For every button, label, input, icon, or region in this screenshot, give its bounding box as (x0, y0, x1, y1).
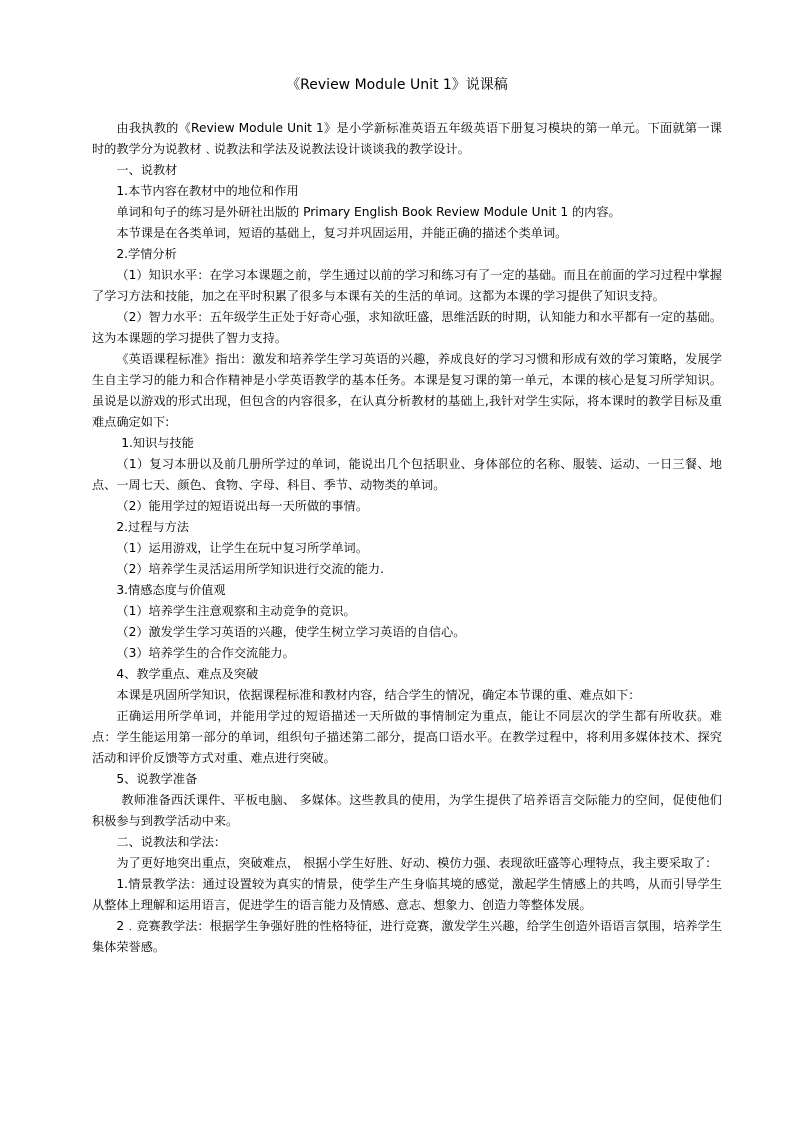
subsection-heading: 5、说教学准备 (116, 772, 198, 786)
subsection-heading: 3.情感态度与价值观 (116, 583, 226, 597)
paragraph: 教师准备西沃课件、平板电脑、 多媒体。这些教具的使用，为学生提供了培养语言交际能力的空间，促使他们积极参与到教学活动中来。 (92, 793, 722, 828)
subsection-heading: 1.知识与技能 (121, 436, 194, 450)
paragraph: （2）智力水平：五年级学生正处于好奇心强，求知欲旺盛，思维活跃的时期，认知能力和水平都有一定的基础。这为本课题的学习提供了智力支持。 (92, 310, 722, 345)
paragraph: 单词和句子的练习是外研社出版的 Primary English Book Review Module Unit 1 的内容。 (116, 205, 621, 219)
paragraph: 由我执教的《Review Module Unit 1》是小学新标准英语五年级英语下册复习模块的第一单元。下面就第一课时的教学分为说教材﹑说教法和学法及说教法设计谈谈我的教学设计。 (92, 121, 722, 156)
paragraph: 1.情景教学法：通过设置较为真实的情景，使学生产生身临其境的感觉，激起学生情感上的共鸣，从而引导学生从整体上理解和运用语言，促进学生的语言能力及情感、意志、想象力、创造力等整体发展。 (92, 877, 722, 912)
subsection-heading: 1.本节内容在教材中的地位和作用 (116, 184, 299, 198)
list-item: （1）复习本册以及前几册所学过的单词，能说出几个包括职业、身体部位的名称、服装、运动、一日三餐、地点、一周七天、颜色、食物、字母、科目、季节、动物类的单词。 (92, 457, 722, 492)
list-item: （3）培养学生的合作交流能力。 (116, 646, 295, 660)
list-item: （1）运用游戏，让学生在玩中复习所学单词。 (116, 541, 368, 555)
document-body (92, 118, 722, 958)
subsection-heading: 2.学情分析 (116, 247, 177, 261)
paragraph: 本节课是在各类单词，短语的基础上，复习并巩固运用，并能正确的描述个类单词。 (116, 226, 568, 240)
paragraph: 为了更好地突出重点，突破难点， 根据小学生好胜、好动、模仿力强、表现欲旺盛等心理特点，我主要采取了： (116, 856, 718, 870)
section-heading: 二、说教法和学法： (116, 835, 227, 849)
paragraph: 本课是巩固所学知识，依据课程标准和教材内容，结合学生的情况，确定本节课的重、难点如下： (116, 688, 641, 702)
paragraph: （1）知识水平：在学习本课题之前，学生通过以前的学习和练习有了一定的基础。而且在前面的学习过程中掌握了学习方法和技能，加之在平时积累了很多与本课有关的生活的单词。这都为本课的学习提供了知识支持。 (92, 268, 722, 303)
list-item: （2）能用学过的短语说出每一天所做的事情。 (116, 499, 368, 513)
section-heading: 一、说教材 (116, 163, 178, 177)
subsection-heading: 4、教学重点、难点及突破 (116, 667, 259, 681)
list-item: （2）培养学生灵活运用所学知识进行交流的能力. (116, 562, 384, 576)
document-title: 《Review Module Unit 1》说课稿 (286, 77, 508, 93)
paragraph: 正确运用所学单词，并能用学过的短语描述一天所做的事情制定为重点，能让不同层次的学生都有所收获。难点：学生能运用第一部分的单词，组织句子描述第二部分，提高口语水平。在教学过程中，将利用多媒体技术、探究活动和评价反馈等方式对重、难点进行突破。 (92, 709, 722, 765)
paragraph: 2﹒竞赛教学法：根据学生争强好胜的性格特征，进行竞赛，激发学生兴趣，给学生创造外语语言氛围，培养学生集体荣誉感。 (92, 919, 722, 954)
paragraph: 《英语课程标准》指出：激发和培养学生学习英语的兴趣，养成良好的学习习惯和形成有效的学习策略，发展学生自主学习的能力和合作精神是小学英语教学的基本任务。本课是复习课的第一单元，本课的核心是复习所学知识。虽说是以游戏的形式出现，但包含的内容很多，在认真分析教材的基础上,我针对学生实际，将本课时的教学目标及重难点确定如下: (92, 352, 722, 429)
list-item: （1）培养学生注意观察和主动竞争的竞识。 (116, 604, 356, 618)
list-item: （2）激发学生学习英语的兴趣，使学生树立学习英语的自信心。 (116, 625, 466, 639)
subsection-heading: 2.过程与方法 (116, 520, 189, 534)
